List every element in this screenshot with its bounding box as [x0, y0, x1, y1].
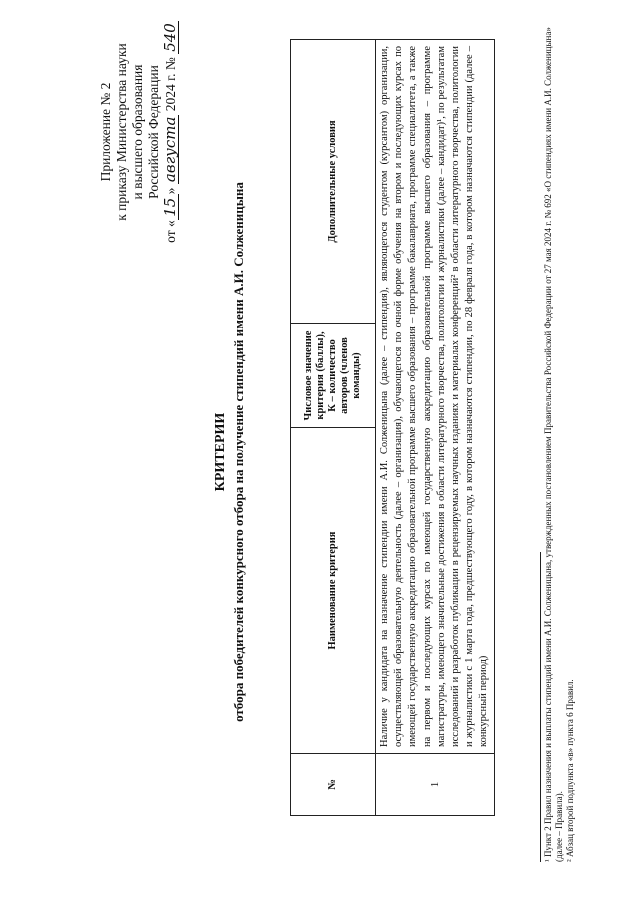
- appendix-country-line: Российской Федерации: [146, 65, 161, 199]
- order-number: 540: [161, 23, 179, 52]
- row-number: 1: [376, 754, 495, 816]
- header-num: №: [291, 754, 376, 816]
- header-name: Наименование критерия: [291, 428, 376, 754]
- appendix-number: Приложение № 2: [98, 82, 113, 182]
- document-subtitle: отбора победителей конкурсного отбора на получение стипендий имени А.И. Солженицына: [231, 182, 246, 722]
- appendix-date-line: [162, 2, 179, 262]
- document-title: КРИТЕРИИ: [213, 412, 228, 492]
- header-extra: Дополнительные условия: [291, 40, 376, 324]
- header-score: Числовое значение критерия (баллы), К – количество авторов (членов команды): [291, 324, 376, 428]
- appendix-header: [98, 2, 179, 262]
- table-row: [376, 40, 495, 816]
- date-prefix: от «: [163, 220, 178, 243]
- appendix-ministry-line: и высшего образования: [130, 64, 145, 200]
- date-year: 2024 г. №: [163, 57, 178, 112]
- date-month: августа: [161, 116, 179, 183]
- criterion-text: Наличие у кандидата на назначение стипендии имени А.И. Солженицына (далее – стипендия), являющегося студентом (курсантом) организации, осуществляющей образовательную деятельность (далее – организация), обучающегося по очной форме обучения на втором и последующих курсах по имеющей государственную аккредитацию образовательной программе высшего образования – программе бакалавриата, программе специалитета, а также на первом и последующих курсах по имеющей государственную аккредитацию образовательной программе высшего образования – программе магистратуры, имеющего значительные достижения в области литературного творчества, политологии и журналистики (далее – кандидат)¹, по результатам исследований и разработок публикации в рецензируемых научных изданиях и материалах конференций² в области литературного творчества, политологии и журналистики с 1 марта года, предшествующего году, в котором назначаются стипендии, по 28 февраля года, в котором назначаются стипендии (далее – конкурсный период): [376, 40, 495, 754]
- footnote-1: ¹ Пункт 2 Правил назначения и выплаты стипендий имени А.И. Солженицына, утвержденных постановлением Правительства Российской Федерации от 27 мая 2024 г. № 692 «О стипендиях имени А.И. Солженицына» (далее – Правила).: [543, 27, 564, 862]
- criteria-table: [290, 39, 495, 816]
- date-day: 15: [162, 194, 179, 220]
- title-block: [212, 42, 247, 862]
- date-mid: »: [163, 187, 178, 195]
- footnotes: [540, 22, 576, 862]
- appendix-order-line: к приказу Министерства науки: [114, 43, 129, 221]
- footnote-divider: [540, 552, 541, 862]
- table-header-row: [291, 40, 376, 816]
- footnote-2: ² Абзац второй подпункта «в» пункта 6 Правил.: [565, 679, 575, 862]
